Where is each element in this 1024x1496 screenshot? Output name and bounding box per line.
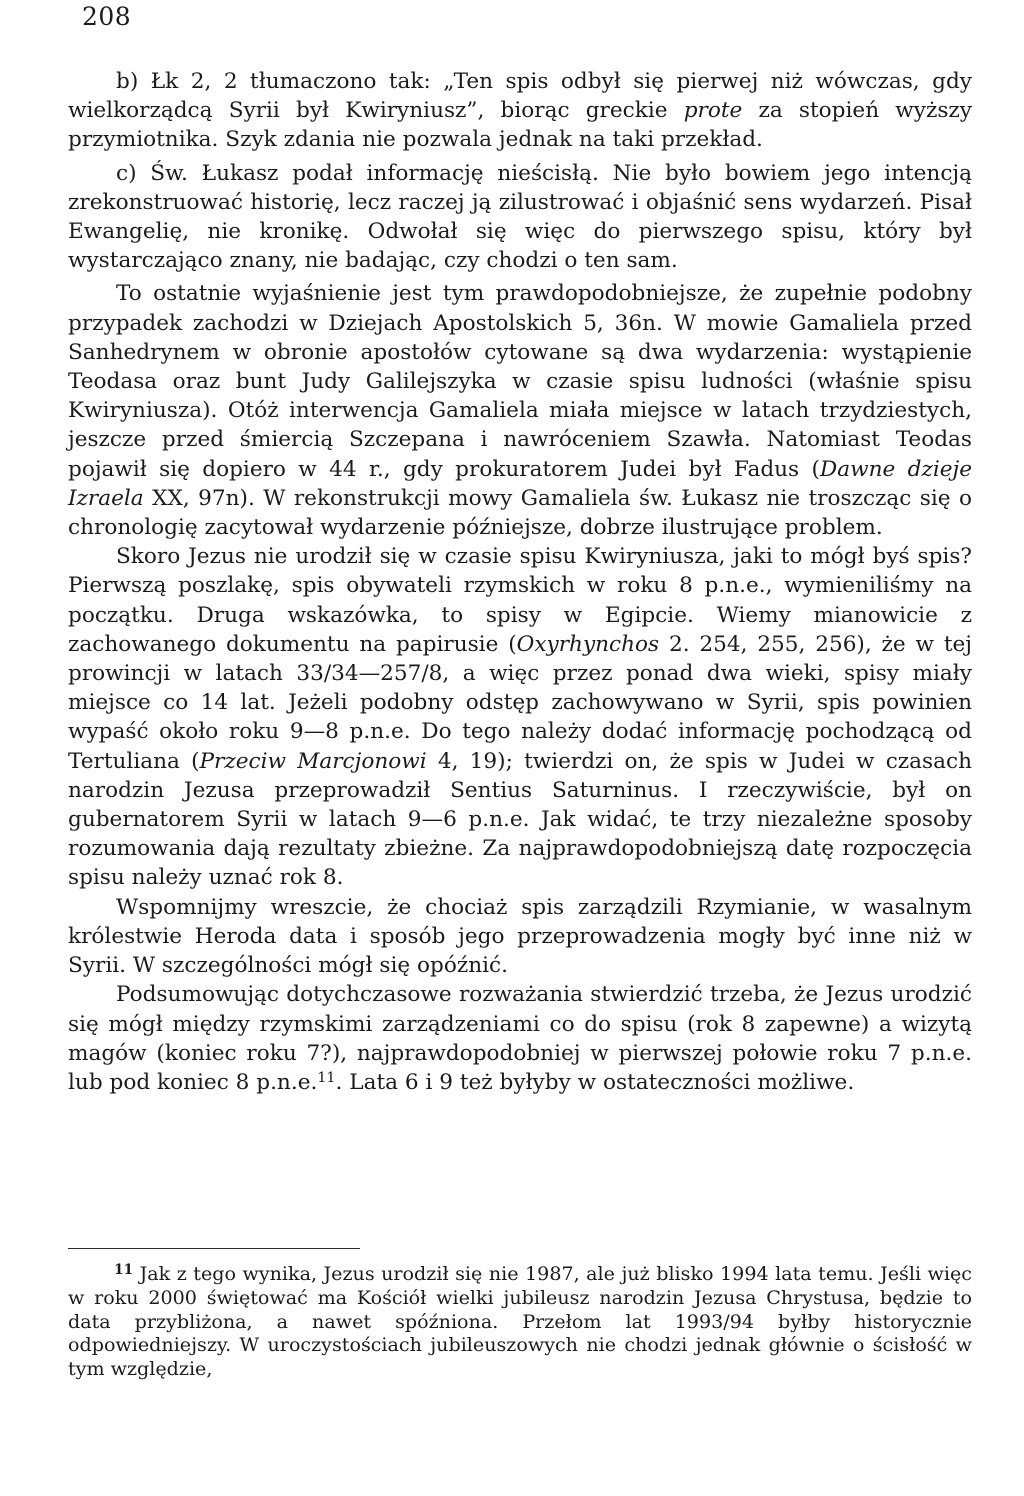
title-dawne-dzieje: Dawne dzieje Izraela xyxy=(68,456,972,511)
body-text xyxy=(68,67,972,1097)
footnote xyxy=(68,1262,972,1381)
paragraph-census-text: Skoro Jezus nie urodził się w czasie spisu Kwiryniusza, jaki to mógł byś spis? Pierwszą poszlakę, spis obywateli rzymskich w roku 8 p.n.e., wymieniliśmy na początku. Druga wskazówka, to spisy w Egipcie. Wiemy mianowicie z zachowanego dokumentu na papirusie ( xyxy=(68,544,972,657)
paragraph-census xyxy=(68,542,972,892)
page-number: 208 xyxy=(82,2,132,31)
footnote-marker: 11 xyxy=(317,1069,336,1086)
paragraph-census-rest: 4, 19); twierdzi on, że spis w Judei w czasach narodzin Jezusa przeprowadził Sentius Saturninus. I rzeczywiście, był on gubernatorem Syrii w latach 9—6 p.n.e. Jak widać, te trzy niezależne sposoby rozumowania dają rezultaty zbieżne. Za najprawdopodobniejszą datę rozpoczęcia spisu należy uznać rok 8. xyxy=(68,748,973,891)
greek-term: prote xyxy=(683,98,743,124)
paragraph-gamaliel-rest: XX, 97n). W rekonstrukcji mowy Gamaliela św. Łukasz nie troszcząc się o chronologię zacytował wydarzenie późniejsze, dobrze ilustrujące problem. xyxy=(68,485,972,541)
paragraph-summary-rest: . Lata 6 i 9 też byłyby w ostateczności możliwe. xyxy=(335,1069,855,1095)
paragraph-census-middle: 2. 254, 255, 256), że w tej prowincji w latach 33/34—257/8, a więc przez ponad dwa wieki, spisy miały miejsce co 14 lat. Jeżeli podobny odstęp zachowywano w Syrii, spis powinien wypaść około roku 9—8 p.n.e. Do tego należy dodać informację pochodzącą od Tertuliana ( xyxy=(68,631,972,774)
title-przeciw-marcjonowi: Przeciw Marcjonowi xyxy=(199,748,427,774)
paragraph-summary-text: Podsumowując dotychczasowe rozważania stwierdzić trzeba, że Jezus urodzić się mógł między rzymskimi zarządzeniami co do spisu (rok 8 zapewne) a wizytą magów (koniec roku 7?), najprawdopodobniej w pierwszej połowie roku 7 p.n.e. lub pod koniec 8 p.n.e. xyxy=(68,982,972,1095)
paragraph-herod: Wspomnijmy wreszcie, że chociaż spis zarządzili Rzymianie, w wasalnym królestwie Heroda data i sposób jego przeprowadzenia mogły być inne niż w Syrii. W szczególności mógł się opóźnić. xyxy=(68,894,972,979)
footnote-text: Jak z tego wynika, Jezus urodził się nie 1987, ale już blisko 1994 lata temu. Jeśli więc w roku 2000 świętować ma Kościół wielki jubileusz narodzin Jezusa Chrystusa, będzie to data przybliżona, a nawet spóźniona. Przełom lat 1993/94 byłby historycznie odpowiedniejszy. W uroczystościach jubileuszowych nie chodzi jednak głównie o ścisłość w tym względzie, xyxy=(68,1262,972,1381)
footnote-number: 11 xyxy=(114,1261,134,1278)
paragraph-b xyxy=(68,67,972,155)
paragraph-b-text: b) Łk 2, 2 tłumaczono tak: „Ten spis odbył się pierwej niż wówczas, gdy wielkorządcą Syrii był Kwiryniusz”, biorąc greckie xyxy=(68,69,972,124)
paragraph-c: c) Św. Łukasz podał informację nieścisłą. Nie było bowiem jego intencją zrekonstruować historię, lecz raczej ją zilustrować i objaśnić sens wydarzeń. Pisał Ewangelię, nie kronikę. Odwołał się więc do pierwszego spisu, który był wystarczająco znany, nie badając, czy chodzi o ten sam. xyxy=(68,160,972,274)
title-oxyrhynchos: Oxyrhynchos xyxy=(516,631,660,657)
paragraph-gamaliel-text: To ostatnie wyjaśnienie jest tym prawdopodobniejsze, że zupełnie podobny przypadek zachodzi w Dziejach Apostolskich 5, 36n. W mowie Gamaliela przed Sanhedrynem w obronie apostołów cytowane są dwa wydarzenia: wystąpienie Teodasa oraz bunt Judy Galilejszyka w czasie spisu ludności (właśnie spisu Kwiryniusza). Otóż interwencja Gamaliela miała miejsce w latach trzydziestych, jeszcze przed śmiercią Szczepana i nawróceniem Szawła. Natomiast Teodas pojawił się dopiero w 44 r., gdy prokuratorem Judei był Fadus ( xyxy=(68,281,972,482)
paragraph-summary xyxy=(68,980,972,1097)
paragraph-gamaliel xyxy=(68,279,972,542)
footnote-divider xyxy=(68,1248,360,1249)
paragraph-b-rest: za stopień wyższy przymiotnika. Szyk zdania nie pozwala jednak na taki przekład. xyxy=(68,98,972,153)
